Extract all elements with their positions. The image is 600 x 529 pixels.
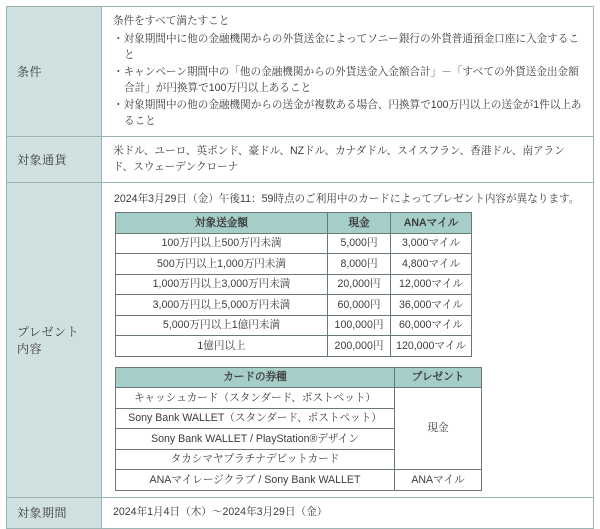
present-note: 2024年3月29日（金）午後11：59時点のご利用中のカードによってプレゼント内容が異なります。 <box>114 192 580 205</box>
period-content: 2024年1月4日（木）～2024年3月29日（金） <box>102 497 594 528</box>
period-row <box>7 497 594 528</box>
currencies-content: 米ドル、ユーロ、英ポンド、豪ドル、NZドル、カナダドル、スイスフラン、香港ドル、南アランド、スウェーデンクローナ <box>102 136 594 182</box>
card-row <box>116 470 482 491</box>
card-type: キャッシュカード（スタンダード、ポストペット） <box>116 388 395 409</box>
card-present-cash: 現金 <box>395 388 482 470</box>
card-header-row <box>116 367 482 388</box>
card-row <box>116 388 482 409</box>
present-label: プレゼント内容 <box>7 182 102 497</box>
condition-item: ・対象期間中の他の金融機関からの送金が複数ある場合、円換算で100万円以上の送金が1件以上あること <box>113 98 582 127</box>
card-header-present: プレゼント <box>395 367 482 388</box>
mile-amount: 60,000マイル <box>391 315 472 336</box>
amount-row <box>116 254 472 275</box>
conditions-label: 条件 <box>7 7 102 137</box>
period-label: 対象期間 <box>7 497 102 528</box>
conditions-content <box>102 7 594 137</box>
condition-item: ・対象期間中に他の金融機関からの外貨送金によってソニー銀行の外貨普通預金口座に入金すること <box>113 32 579 61</box>
card-type: タカシマヤプラチナデビットカード <box>116 449 395 470</box>
amount-range: 5,000万円以上1億円未満 <box>116 315 328 336</box>
mile-amount: 3,000マイル <box>391 233 472 254</box>
amount-range: 1億円以上 <box>116 336 328 357</box>
amount-row <box>116 336 472 357</box>
amount-row <box>116 315 472 336</box>
card-type: Sony Bank WALLET / PlayStation®デザイン <box>116 429 395 450</box>
amount-header-row <box>116 213 472 234</box>
conditions-row <box>7 7 594 137</box>
mile-amount: 4,800マイル <box>391 254 472 275</box>
amount-range: 1,000万円以上3,000万円未満 <box>116 274 328 295</box>
present-row <box>7 182 594 497</box>
amount-row <box>116 233 472 254</box>
amount-range: 3,000万円以上5,000万円未満 <box>116 295 328 316</box>
present-content <box>102 182 594 497</box>
amount-header-range: 対象送金額 <box>116 213 328 234</box>
mile-amount: 120,000マイル <box>391 336 472 357</box>
card-present-mile: ANAマイル <box>395 470 482 491</box>
campaign-info-table <box>6 6 594 529</box>
cash-amount: 100,000円 <box>328 315 391 336</box>
card-type: ANAマイレージクラブ / Sony Bank WALLET <box>116 470 395 491</box>
amount-range: 100万円以上500万円未満 <box>116 233 328 254</box>
amount-row <box>116 295 472 316</box>
amount-header-cash: 現金 <box>328 213 391 234</box>
cash-amount: 20,000円 <box>328 274 391 295</box>
amount-present-table <box>115 212 472 357</box>
cash-amount: 5,000円 <box>328 233 391 254</box>
cash-amount: 60,000円 <box>328 295 391 316</box>
cash-amount: 8,000円 <box>328 254 391 275</box>
condition-item: ・キャンペーン期間中の「他の金融機関からの外貨送金入金額合計」－「すべての外貨送金出金額合計」が円換算で100万円以上あること <box>113 65 579 94</box>
amount-range: 500万円以上1,000万円未満 <box>116 254 328 275</box>
mile-amount: 36,000マイル <box>391 295 472 316</box>
currencies-row <box>7 136 594 182</box>
currencies-label: 対象通貨 <box>7 136 102 182</box>
card-type: Sony Bank WALLET（スタンダード、ポストペット） <box>116 408 395 429</box>
card-present-table <box>115 367 482 491</box>
conditions-intro: 条件をすべて満たすこと <box>113 15 230 27</box>
card-header-type: カードの券種 <box>116 367 395 388</box>
cash-amount: 200,000円 <box>328 336 391 357</box>
mile-amount: 12,000マイル <box>391 274 472 295</box>
amount-header-mile: ANAマイル <box>391 213 472 234</box>
amount-row <box>116 274 472 295</box>
